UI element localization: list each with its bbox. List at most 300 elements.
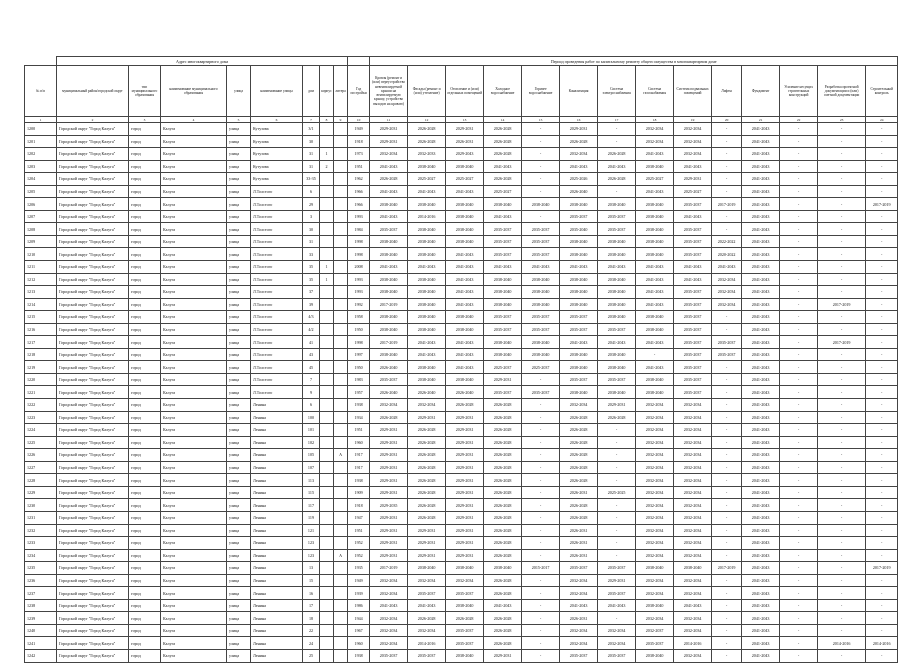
- cell-lift: 2035-2037: [712, 336, 742, 349]
- cell-kan: 2026-2031: [560, 537, 598, 550]
- cell-elek: 2029-2031: [598, 399, 636, 412]
- cell-ust: -: [780, 624, 818, 637]
- cell-nmo: Калуга: [161, 386, 227, 399]
- cell-ust: -: [780, 261, 818, 274]
- cell-fas: 2041-2043: [408, 185, 446, 198]
- cell-dom: 119: [303, 511, 320, 524]
- cell-sk: -: [866, 424, 898, 437]
- table-row: [25, 511, 898, 524]
- cell-sk: -: [866, 411, 898, 424]
- cell-pd: -: [818, 361, 866, 374]
- cell-fas: 2038-2040: [408, 311, 446, 324]
- cell-ul: улица: [227, 286, 251, 299]
- cell-hvs: 2026-2028: [484, 173, 522, 186]
- cell-dom: 100: [303, 411, 320, 424]
- cell-ul: улица: [227, 574, 251, 587]
- cell-hvs: 2026-2028: [484, 624, 522, 637]
- column-number: 14: [484, 117, 522, 123]
- cell-elek: -: [598, 549, 636, 562]
- cell-mo: Городской округ "Город Калуга": [57, 148, 129, 161]
- cell-nmo: Калуга: [161, 511, 227, 524]
- cell-kan: 2026-2031: [560, 486, 598, 499]
- cell-krov: 2035-2037: [370, 649, 408, 662]
- cell-krov: 2029-2031: [370, 474, 408, 487]
- cell-gvs: -: [522, 185, 560, 198]
- cell-kan: 2032-2034: [560, 399, 598, 412]
- cell-otop: 2029-2031: [446, 511, 484, 524]
- cell-otop: 2041-2043: [446, 348, 484, 361]
- cell-lift: -: [712, 411, 742, 424]
- cell-hvs: 2026-2028: [484, 574, 522, 587]
- cell-lit: [334, 411, 348, 424]
- cell-kan: 2026-2028: [560, 436, 598, 449]
- cell-lift: -: [712, 549, 742, 562]
- cell-otop: 2035-2037: [446, 637, 484, 650]
- cell-podv: 2032-2034: [674, 612, 712, 625]
- cell-god: 1909: [348, 486, 370, 499]
- cell-ust: -: [780, 336, 818, 349]
- table-row: [25, 261, 898, 274]
- cell-gaz: 2038-2040: [636, 210, 674, 223]
- cell-pd: -: [818, 235, 866, 248]
- cell-lit: [334, 386, 348, 399]
- cell-ust: -: [780, 574, 818, 587]
- cell-ul: улица: [227, 537, 251, 550]
- cell-nul: Ленина: [251, 549, 303, 562]
- cell-tip: город: [129, 411, 161, 424]
- cell-fund: 2041-2043: [742, 587, 780, 600]
- cell-gvs: -: [522, 599, 560, 612]
- cell-gaz: 2038-2040: [636, 599, 674, 612]
- cell-elek: 2038-2040: [598, 361, 636, 374]
- cell-lit: [334, 160, 348, 173]
- cell-ul: улица: [227, 323, 251, 336]
- cell-nmo: Калуга: [161, 474, 227, 487]
- column-number: 9: [334, 117, 348, 123]
- cell-korp: [320, 235, 334, 248]
- cell-ul: улица: [227, 298, 251, 311]
- cell-gvs: -: [522, 210, 560, 223]
- cell-podv: 2032-2034: [674, 649, 712, 662]
- cell-tip: город: [129, 612, 161, 625]
- cell-fas: 2026-2028: [408, 424, 446, 437]
- cell-kan: 2032-2034: [560, 574, 598, 587]
- column-number: 2: [57, 117, 129, 123]
- cell-nmo: Калуга: [161, 311, 227, 324]
- cell-hvs: 2041-2043: [484, 210, 522, 223]
- cell-fund: 2041-2043: [742, 549, 780, 562]
- cell-ust: -: [780, 637, 818, 650]
- cell-gaz: 2032-2034: [636, 123, 674, 136]
- cell-ust: -: [780, 123, 818, 136]
- cell-sk: -: [866, 399, 898, 412]
- cell-lift: -: [712, 599, 742, 612]
- cell-lit: [334, 499, 348, 512]
- cell-otop: 2029-2031: [446, 524, 484, 537]
- cell-dom: 29: [303, 198, 320, 211]
- cell-hvs: 2029-2031: [484, 373, 522, 386]
- cell-pd: 2017-2019: [818, 298, 866, 311]
- cell-dom: 41: [303, 336, 320, 349]
- column-number: 23: [818, 117, 866, 123]
- column-number: 7: [303, 117, 320, 123]
- cell-dom: 33: [303, 248, 320, 261]
- cell-pd: -: [818, 449, 866, 462]
- cell-fund: 2041-2043: [742, 311, 780, 324]
- cell-pd: -: [818, 587, 866, 600]
- cell-nul: Ленина: [251, 612, 303, 625]
- cell-nmo: Калуга: [161, 198, 227, 211]
- cell-nmo: Калуга: [161, 235, 227, 248]
- cell-lit: [334, 286, 348, 299]
- cell-krov: 2029-2031: [370, 537, 408, 550]
- cell-mo: Городской округ "Город Калуга": [57, 373, 129, 386]
- cell-gaz: 2041-2043: [636, 148, 674, 161]
- column-header-sk: Строительный контроль: [866, 66, 898, 117]
- cell-ul: улица: [227, 273, 251, 286]
- cell-gaz: 2032-2034: [636, 424, 674, 437]
- cell-nmo: Калуга: [161, 348, 227, 361]
- cell-ust: -: [780, 424, 818, 437]
- cell-gvs: -: [522, 424, 560, 437]
- cell-tip: город: [129, 223, 161, 236]
- cell-korp: [320, 248, 334, 261]
- cell-n: 1216: [25, 323, 57, 336]
- cell-krov: 2041-2043: [370, 599, 408, 612]
- cell-lit: [334, 637, 348, 650]
- cell-lift: 2032-2034: [712, 273, 742, 286]
- cell-gvs: -: [522, 486, 560, 499]
- cell-kan: 2026-2028: [560, 424, 598, 437]
- cell-tip: город: [129, 348, 161, 361]
- cell-podv: 2032-2034: [674, 399, 712, 412]
- cell-fas: 2032-2034: [408, 574, 446, 587]
- cell-ul: улица: [227, 436, 251, 449]
- cell-lift: -: [712, 649, 742, 662]
- cell-sk: -: [866, 511, 898, 524]
- column-header-korp: корпус: [320, 66, 334, 117]
- cell-elek: -: [598, 424, 636, 437]
- cell-tip: город: [129, 210, 161, 223]
- cell-nul: Л.Толстого: [251, 261, 303, 274]
- cell-sk: -: [866, 599, 898, 612]
- cell-tip: город: [129, 524, 161, 537]
- cell-fas: 2038-2040: [408, 298, 446, 311]
- cell-korp: [320, 348, 334, 361]
- cell-gvs: 2038-2040: [522, 348, 560, 361]
- cell-krov: 2038-2040: [370, 198, 408, 211]
- cell-ust: -: [780, 461, 818, 474]
- cell-ust: -: [780, 649, 818, 662]
- cell-tip: город: [129, 436, 161, 449]
- cell-mo: Городской округ "Город Калуга": [57, 286, 129, 299]
- cell-ust: -: [780, 286, 818, 299]
- cell-podv: 2035-2037: [674, 373, 712, 386]
- cell-elek: 2041-2043: [598, 599, 636, 612]
- cell-otop: 2026-2040: [446, 386, 484, 399]
- cell-otop: 2026-2028: [446, 399, 484, 412]
- cell-gaz: 2032-2034: [636, 449, 674, 462]
- cell-ust: -: [780, 549, 818, 562]
- cell-mo: Городской округ "Город Калуга": [57, 524, 129, 537]
- cell-pd: -: [818, 399, 866, 412]
- cell-nul: Ленина: [251, 624, 303, 637]
- cell-dom: 102: [303, 436, 320, 449]
- cell-hvs: 2041-2043: [484, 599, 522, 612]
- cell-nmo: Калуга: [161, 599, 227, 612]
- cell-nul: Кутузова: [251, 160, 303, 173]
- cell-fund: 2041-2043: [742, 373, 780, 386]
- cell-n: 1231: [25, 511, 57, 524]
- cell-otop: 2038-2040: [446, 198, 484, 211]
- table-row: [25, 474, 898, 487]
- column-header-podv: Система подвальных помещений: [674, 66, 712, 117]
- cell-lift: -: [712, 612, 742, 625]
- cell-gaz: 2032-2034: [636, 524, 674, 537]
- cell-krov: 2041-2043: [370, 210, 408, 223]
- cell-lift: 2017-2019: [712, 198, 742, 211]
- cell-fund: 2041-2043: [742, 474, 780, 487]
- cell-pd: -: [818, 486, 866, 499]
- cell-lit: [334, 185, 348, 198]
- cell-podv: 2032-2034: [674, 524, 712, 537]
- cell-otop: 2029-2031: [446, 537, 484, 550]
- cell-ust: -: [780, 399, 818, 412]
- cell-podv: 2032-2034: [674, 148, 712, 161]
- cell-kan: 2035-2037: [560, 562, 598, 575]
- cell-elek: 2035-2037: [598, 323, 636, 336]
- cell-n: 1210: [25, 248, 57, 261]
- cell-lift: -: [712, 537, 742, 550]
- cell-sk: -: [866, 123, 898, 136]
- cell-nmo: Калуга: [161, 649, 227, 662]
- cell-podv: 2032-2034: [674, 474, 712, 487]
- cell-ul: улица: [227, 160, 251, 173]
- cell-nmo: Калуга: [161, 286, 227, 299]
- cell-elek: 2035-2037: [598, 562, 636, 575]
- cell-ust: -: [780, 524, 818, 537]
- cell-pd: -: [818, 649, 866, 662]
- cell-ul: улица: [227, 123, 251, 136]
- cell-fund: 2041-2043: [742, 248, 780, 261]
- column-header-dom: дом: [303, 66, 320, 117]
- cell-fund: 2041-2043: [742, 424, 780, 437]
- cell-lift: -: [712, 574, 742, 587]
- cell-otop: 2038-2040: [446, 599, 484, 612]
- cell-kan: 2038-2040: [560, 198, 598, 211]
- cell-mo: Городской округ "Город Калуга": [57, 411, 129, 424]
- cell-dom: 30: [303, 223, 320, 236]
- cell-gaz: 2038-2040: [636, 386, 674, 399]
- cell-gaz: 2032-2034: [636, 549, 674, 562]
- cell-fas: 2038-2040: [408, 286, 446, 299]
- cell-korp: [320, 537, 334, 550]
- cell-tip: город: [129, 649, 161, 662]
- cell-dom: 31: [303, 235, 320, 248]
- cell-korp: [320, 336, 334, 349]
- cell-ul: улица: [227, 361, 251, 374]
- cell-dom: 115: [303, 486, 320, 499]
- cell-korp: 2: [320, 160, 334, 173]
- cell-ul: улица: [227, 624, 251, 637]
- cell-pd: -: [818, 286, 866, 299]
- cell-nul: Ленина: [251, 637, 303, 650]
- cell-god: 1998: [348, 235, 370, 248]
- cell-elek: -: [598, 612, 636, 625]
- cell-n: 1215: [25, 311, 57, 324]
- cell-pd: -: [818, 311, 866, 324]
- cell-otop: 2041-2043: [446, 248, 484, 261]
- cell-n: 1234: [25, 549, 57, 562]
- cell-tip: город: [129, 486, 161, 499]
- cell-fund: 2041-2043: [742, 336, 780, 349]
- cell-gvs: -: [522, 173, 560, 186]
- cell-pd: -: [818, 599, 866, 612]
- cell-god: 1998: [348, 336, 370, 349]
- cell-tip: город: [129, 386, 161, 399]
- cell-lit: А: [334, 449, 348, 462]
- cell-gvs: -: [522, 148, 560, 161]
- cell-nul: Ленина: [251, 486, 303, 499]
- cell-sk: -: [866, 436, 898, 449]
- cell-podv: 2032-2034: [674, 123, 712, 136]
- cell-hvs: 2038-2040: [484, 198, 522, 211]
- cell-gaz: 2032-2034: [636, 461, 674, 474]
- cell-n: 1229: [25, 486, 57, 499]
- cell-dom: 6: [303, 185, 320, 198]
- column-header-nmo: наименование муниципального образования: [161, 66, 227, 117]
- cell-god: 1935: [348, 562, 370, 575]
- cell-elek: -: [598, 436, 636, 449]
- cell-gaz: 2032-2034: [636, 537, 674, 550]
- cell-pd: -: [818, 185, 866, 198]
- cell-ust: -: [780, 499, 818, 512]
- cell-gvs: 2038-2040: [522, 336, 560, 349]
- cell-ust: -: [780, 198, 818, 211]
- cell-kan: 2038-2040: [560, 361, 598, 374]
- cell-fund: 2041-2043: [742, 486, 780, 499]
- cell-ul: улица: [227, 148, 251, 161]
- cell-n: 1223: [25, 411, 57, 424]
- cell-tip: город: [129, 248, 161, 261]
- cell-lit: [334, 537, 348, 550]
- cell-sk: -: [866, 486, 898, 499]
- cell-nul: Ленина: [251, 574, 303, 587]
- cell-n: 1219: [25, 361, 57, 374]
- cell-pd: -: [818, 373, 866, 386]
- cell-ul: улица: [227, 524, 251, 537]
- cell-krov: 2017-2019: [370, 298, 408, 311]
- cell-elek: -: [598, 537, 636, 550]
- cell-tip: город: [129, 537, 161, 550]
- cell-gvs: 2035-2037: [522, 248, 560, 261]
- cell-gvs: -: [522, 399, 560, 412]
- cell-gaz: 2041-2043: [636, 261, 674, 274]
- cell-kan: 2026-2028: [560, 499, 598, 512]
- cell-fas: 2041-2043: [408, 261, 446, 274]
- cell-kan: 2026-2028: [560, 449, 598, 462]
- cell-elek: -: [598, 499, 636, 512]
- cell-podv: 2041-2043: [674, 261, 712, 274]
- cell-fund: 2041-2043: [742, 436, 780, 449]
- cell-podv: 2032-2034: [674, 549, 712, 562]
- cell-mo: Городской округ "Город Калуга": [57, 386, 129, 399]
- cell-fas: 2029-2031: [408, 524, 446, 537]
- cell-fas: 2014-2016: [408, 210, 446, 223]
- cell-lift: 2032-2034: [712, 286, 742, 299]
- cell-gvs: 2038-2040: [522, 273, 560, 286]
- cell-krov: 2038-2040: [370, 311, 408, 324]
- cell-podv: 2035-2037: [674, 386, 712, 399]
- cell-hvs: 2026-2028: [484, 148, 522, 161]
- cell-sk: -: [866, 348, 898, 361]
- cell-dom: 107: [303, 461, 320, 474]
- cell-elek: 2041-2043: [598, 336, 636, 349]
- cell-nul: Ленина: [251, 461, 303, 474]
- cell-nmo: Калуга: [161, 361, 227, 374]
- cell-nul: Кутузова: [251, 135, 303, 148]
- cell-ust: -: [780, 537, 818, 550]
- cell-nul: Ленина: [251, 587, 303, 600]
- cell-hvs: 2038-2040: [484, 286, 522, 299]
- cell-elek: 2038-2040: [598, 298, 636, 311]
- cell-hvs: 2026-2028: [484, 511, 522, 524]
- cell-korp: [320, 612, 334, 625]
- cell-mo: Городской округ "Город Калуга": [57, 185, 129, 198]
- cell-gaz: 2032-2034: [636, 587, 674, 600]
- cell-fund: 2041-2043: [742, 449, 780, 462]
- cell-mo: Городской округ "Город Калуга": [57, 261, 129, 274]
- cell-lit: [334, 562, 348, 575]
- cell-n: 1239: [25, 612, 57, 625]
- cell-mo: Городской округ "Город Калуга": [57, 562, 129, 575]
- cell-tip: город: [129, 424, 161, 437]
- cell-podv: 2035-2037: [674, 198, 712, 211]
- cell-gvs: 2038-2040: [522, 286, 560, 299]
- cell-podv: 2032-2034: [674, 537, 712, 550]
- cell-podv: 2035-2037: [674, 223, 712, 236]
- cell-kan: 2038-2040: [560, 348, 598, 361]
- cell-n: 1220: [25, 373, 57, 386]
- cell-lit: [334, 323, 348, 336]
- cell-tip: город: [129, 311, 161, 324]
- cell-ust: -: [780, 599, 818, 612]
- cell-fund: 2041-2043: [742, 599, 780, 612]
- cell-nmo: Калуга: [161, 574, 227, 587]
- cell-podv: 2032-2034: [674, 411, 712, 424]
- cell-fas: 2029-2031: [408, 411, 446, 424]
- cell-krov: 2029-2031: [370, 461, 408, 474]
- cell-god: 1960: [348, 436, 370, 449]
- cell-lift: -: [712, 449, 742, 462]
- cell-fund: 2041-2043: [742, 273, 780, 286]
- cell-korp: [320, 123, 334, 136]
- cell-mo: Городской округ "Город Калуга": [57, 235, 129, 248]
- cell-elek: -: [598, 474, 636, 487]
- cell-otop: 2026-2031: [446, 135, 484, 148]
- cell-otop: 2041-2043: [446, 261, 484, 274]
- cell-ul: улица: [227, 235, 251, 248]
- cell-god: 1949: [348, 574, 370, 587]
- cell-dom: 35: [303, 261, 320, 274]
- cell-hvs: 2035-2037: [484, 311, 522, 324]
- cell-n: 1232: [25, 524, 57, 537]
- cell-pd: -: [818, 148, 866, 161]
- cell-lit: [334, 399, 348, 412]
- cell-kan: 2035-2037: [560, 323, 598, 336]
- cell-gvs: -: [522, 373, 560, 386]
- cell-elek: -: [598, 185, 636, 198]
